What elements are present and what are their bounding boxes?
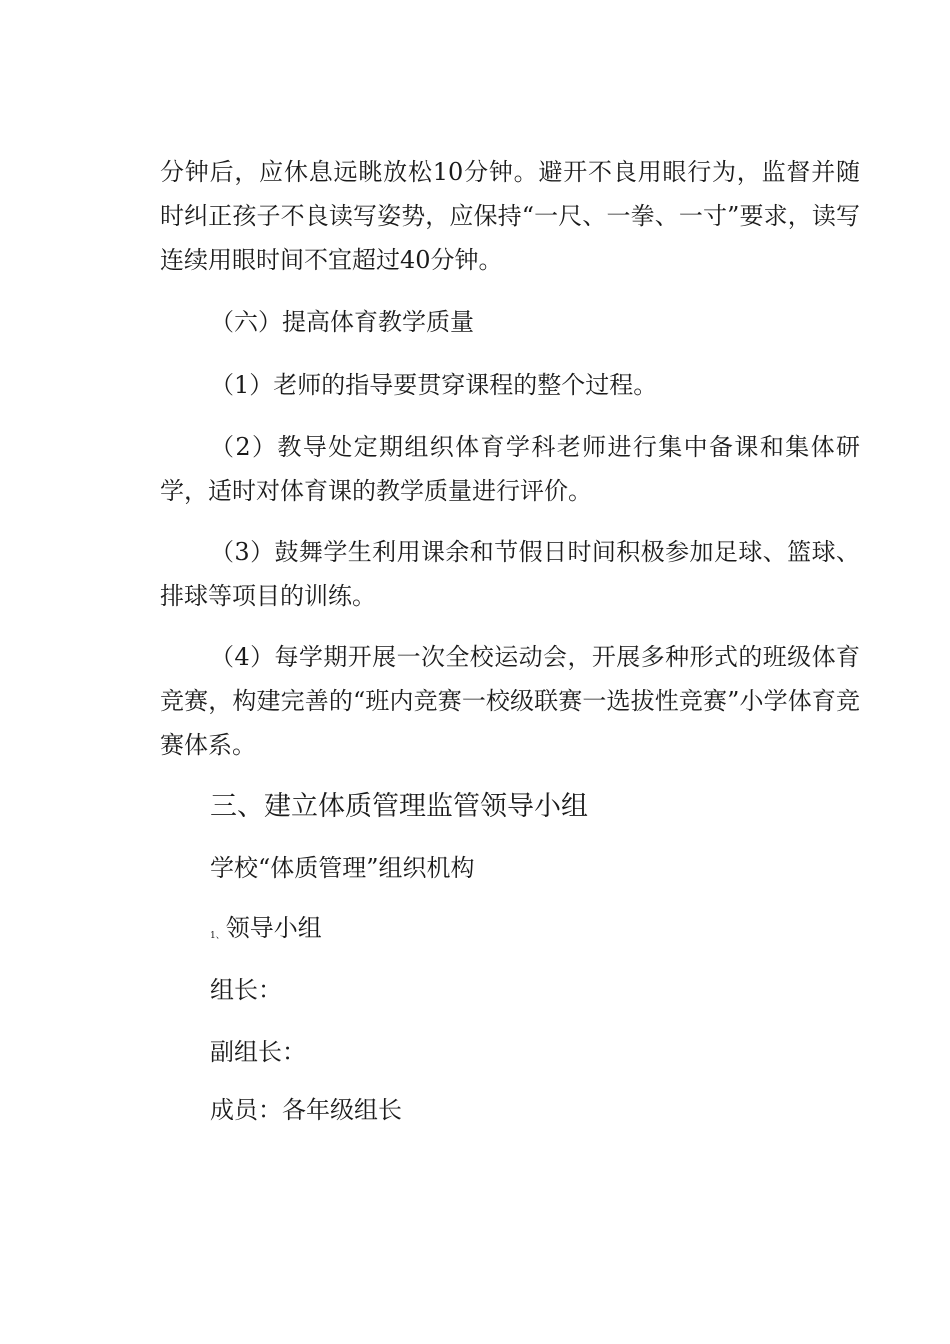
deputy-leader-label: 副组长：: [210, 1038, 306, 1066]
paragraph-item-1: （1）老师的指导要贯穿课程的整个过程。: [210, 371, 658, 399]
paragraph-sub-heading-six: （六）提高体育教学质量: [210, 308, 474, 336]
paragraph-item-4: （4）每学期开展一次全校运动会，开展多种形式的班级体育竞赛，构建完善的“班内竞赛一校级联赛一选拔性竞赛”小学体育竞赛体系。: [160, 643, 860, 759]
leader-label: 组长：: [210, 976, 282, 1004]
section-heading: 三、建立体质管理监管领导小组: [210, 791, 588, 822]
org-structure-title: 学校“体质管理”组织机构: [210, 854, 475, 882]
members-label: 成员：各年级组长: [210, 1096, 402, 1124]
paragraph-eye-care: 分钟后，应休息远眺放松10分钟。避开不良用眼行为，监督并随时纠正孩子不良读写姿势，应保持“一尺、一拳、一寸”要求，读写连续用眼时间不宜超过40分钟。: [160, 158, 860, 274]
leader-group-label: 领导小组: [225, 914, 322, 942]
list-marker: 1、: [210, 931, 225, 941]
paragraph-item-2: （2）教导处定期组织体育学科老师进行集中备课和集体研学，适时对体育课的教学质量进行评价。: [160, 433, 860, 505]
paragraph-item-3: （3）鼓舞学生利用课余和节假日时间积极参加足球、篮球、排球等项目的训练。: [160, 538, 860, 610]
leader-group-line: [210, 906, 322, 958]
